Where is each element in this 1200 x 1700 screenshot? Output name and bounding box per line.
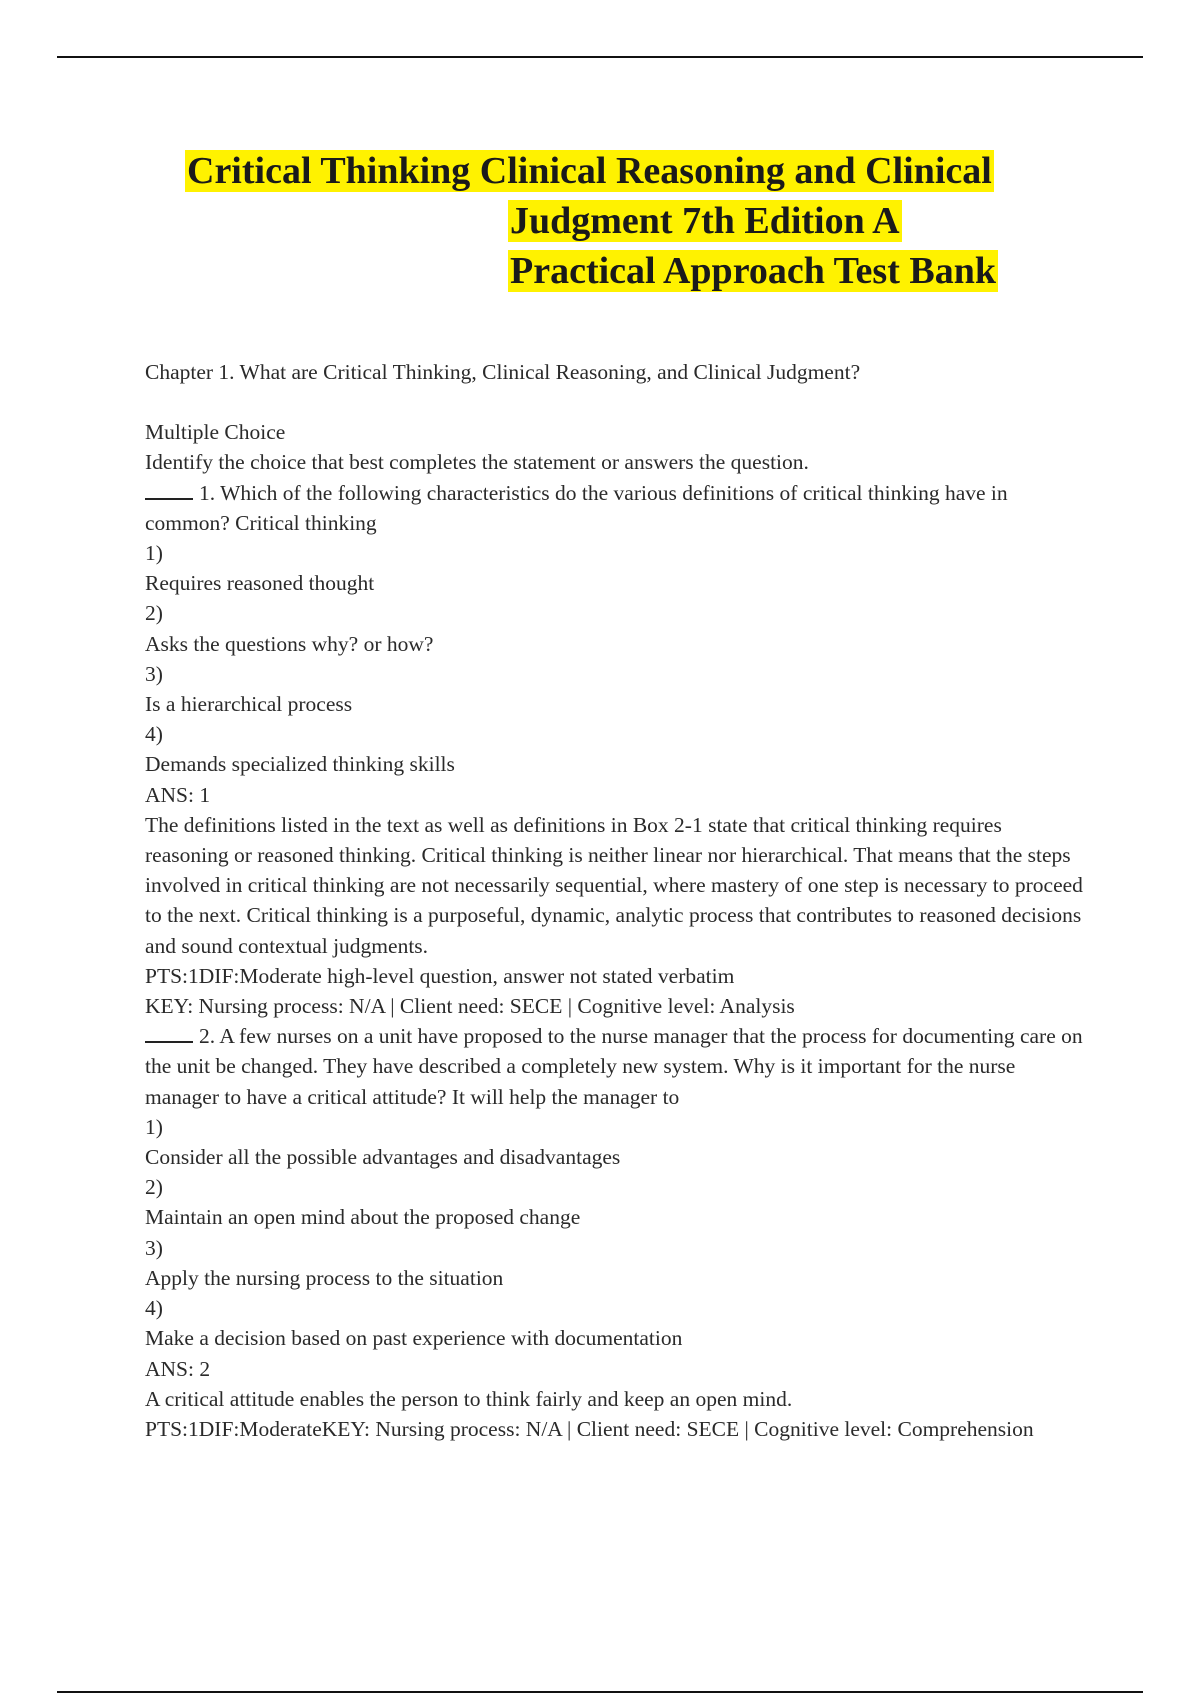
answer-blank <box>145 482 193 500</box>
document-body <box>145 357 1090 1444</box>
instructions: Identify the choice that best completes the statement or answers the question. <box>145 450 809 475</box>
question-stem-text: 2. A few nurses on a unit have proposed to the nurse manager that the process for documenting care on the unit be changed. They have described a completely new system. Why is it important for the nurse manager to have a critical attitude? It will help the manager to <box>145 1024 1083 1109</box>
option-text: Make a decision based on past experience with documentation <box>145 1326 683 1351</box>
option-number: 1) <box>145 1114 163 1139</box>
question-1 <box>145 478 1090 1022</box>
question-stem-text: 1. Which of the following characteristics do the various definitions of critical thinking have in common? Critical thinking <box>145 480 1008 535</box>
option-text: Apply the nursing process to the situation <box>145 1265 504 1290</box>
points-difficulty-keywords: PTS:1DIF:ModerateKEY: Nursing process: N/A | Client need: SECE | Cognitive level: Comprehension <box>145 1416 1034 1441</box>
option-text: Is a hierarchical process <box>145 692 353 717</box>
question-stem <box>145 478 1090 538</box>
option-text: Demands specialized thinking skills <box>145 752 455 777</box>
option-text: Consider all the possible advantages and disadvantages <box>145 1145 621 1170</box>
section-heading: Multiple Choice <box>145 420 286 445</box>
question-stem <box>145 1021 1090 1112</box>
option-number: 4) <box>145 722 163 747</box>
chapter-heading: Chapter 1. What are Critical Thinking, Clinical Reasoning, and Clinical Judgment? <box>145 360 861 384</box>
option-number: 2) <box>145 601 163 626</box>
rationale: A critical attitude enables the person to think fairly and keep an open mind. <box>145 1386 793 1411</box>
answer: ANS: 1 <box>145 782 211 807</box>
title-line-3: Practical Approach Test Bank <box>510 250 996 292</box>
question-2 <box>145 1021 1090 1444</box>
option-number: 1) <box>145 541 163 566</box>
option-text: Requires reasoned thought <box>145 571 375 596</box>
option-number: 2) <box>145 1175 163 1200</box>
option-number: 3) <box>145 661 163 686</box>
answer-blank <box>145 1025 193 1043</box>
option-number: 4) <box>145 1296 163 1321</box>
bottom-rule <box>57 1691 1143 1693</box>
keywords: KEY: Nursing process: N/A | Client need: SECE | Cognitive level: Analysis <box>145 994 795 1019</box>
answer: ANS: 2 <box>145 1356 211 1381</box>
title-line-2: Judgment 7th Edition A <box>510 200 900 242</box>
option-text: Asks the questions why? or how? <box>145 631 434 656</box>
option-number: 3) <box>145 1235 163 1260</box>
top-rule <box>57 56 1143 58</box>
title-line-1: Critical Thinking Clinical Reasoning and Clinical <box>187 150 992 192</box>
rationale: The definitions listed in the text as well as definitions in Box 2-1 state that critical thinking requires reasoning or reasoned thinking. Critical thinking is neither linear nor hierarchical. That means that the steps involved in critical thinking are not necessarily sequential, where mastery of one step is necessary to proceed to the next. Critical thinking is a purposeful, dynamic, analytic process that contributes to reasoned decisions and sound contextual judgments. <box>145 812 1083 958</box>
option-text: Maintain an open mind about the proposed change <box>145 1205 581 1230</box>
points-difficulty: PTS:1DIF:Moderate high-level question, answer not stated verbatim <box>145 963 735 988</box>
